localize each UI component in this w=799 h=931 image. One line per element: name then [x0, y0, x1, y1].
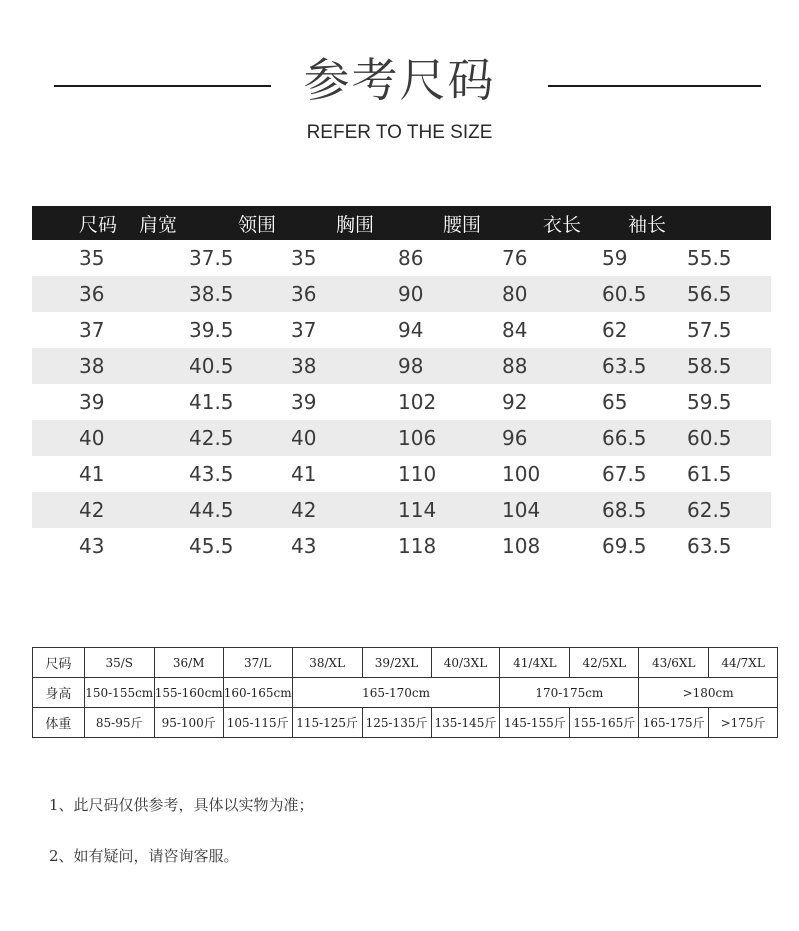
weight-cell: 115-125斤: [292, 708, 362, 738]
cell-sleeve: 59.5: [687, 390, 732, 414]
size-cell: 43/6XL: [639, 648, 709, 678]
cell-shoulder: 44.5: [189, 498, 234, 522]
cell-shoulder: 40.5: [189, 354, 234, 378]
size-cell: 41/4XL: [500, 648, 570, 678]
cell-length: 62: [602, 318, 628, 342]
size-cell: 39/2XL: [362, 648, 431, 678]
cell-waist: 96: [502, 426, 528, 450]
cell-size: 36: [79, 282, 105, 306]
header-size: 尺码: [79, 213, 118, 236]
cell-collar: 37: [291, 318, 317, 342]
cell-length: 59: [602, 246, 628, 270]
size-cell: 40/3XL: [431, 648, 500, 678]
table-row: [32, 492, 771, 528]
cell-sleeve: 56.5: [687, 282, 732, 306]
table-row: [32, 420, 771, 456]
header-chest: 胸围: [336, 213, 375, 236]
cell-sleeve: 58.5: [687, 354, 732, 378]
size-table-header: [32, 206, 771, 240]
cell-waist: 104: [502, 498, 541, 522]
cell-shoulder: 39.5: [189, 318, 234, 342]
weight-cell: 135-145斤: [431, 708, 500, 738]
cell-size: 38: [79, 354, 105, 378]
weight-cell: 165-175斤: [639, 708, 709, 738]
cell-collar: 42: [291, 498, 317, 522]
cell-size: 40: [79, 426, 105, 450]
cell-shoulder: 41.5: [189, 390, 234, 414]
cell-collar: 38: [291, 354, 317, 378]
height-cell: 155-160cm: [154, 678, 223, 708]
cell-sleeve: 63.5: [687, 534, 732, 558]
header-waist: 腰围: [443, 213, 482, 236]
size-row: [33, 648, 778, 678]
size-table: [32, 206, 771, 564]
cell-length: 65: [602, 390, 628, 414]
weight-cell: 145-155斤: [500, 708, 570, 738]
height-cell: 150-155cm: [84, 678, 154, 708]
cell-length: 69.5: [602, 534, 647, 558]
cell-waist: 76: [502, 246, 528, 270]
cell-chest: 86: [398, 246, 424, 270]
cell-size: 37: [79, 318, 105, 342]
cell-size: 42: [79, 498, 105, 522]
weight-cell: 85-95斤: [84, 708, 154, 738]
cell-collar: 41: [291, 462, 317, 486]
cell-collar: 39: [291, 390, 317, 414]
page-subtitle: REFER TO THE SIZE: [306, 122, 493, 143]
cell-chest: 90: [398, 282, 424, 306]
table-row: [32, 528, 771, 564]
cell-chest: 118: [398, 534, 437, 558]
header-sleeve: 袖长: [628, 213, 667, 236]
cell-chest: 98: [398, 354, 424, 378]
note-contact: 2、如有疑问，请咨询客服。: [49, 847, 239, 865]
cell-length: 68.5: [602, 498, 647, 522]
size-cell: 44/7XL: [709, 648, 778, 678]
size-label: 尺码: [33, 648, 85, 678]
height-row: [33, 678, 778, 708]
cell-waist: 108: [502, 534, 541, 558]
cell-size: 41: [79, 462, 105, 486]
cell-sleeve: 60.5: [687, 426, 732, 450]
table-row: [32, 312, 771, 348]
weight-cell: >175斤: [709, 708, 778, 738]
cell-shoulder: 43.5: [189, 462, 234, 486]
weight-cell: 155-165斤: [570, 708, 639, 738]
height-cell: 160-165cm: [223, 678, 292, 708]
cell-chest: 114: [398, 498, 437, 522]
weight-label: 体重: [33, 708, 85, 738]
weight-row: [33, 708, 778, 738]
table-row: [32, 384, 771, 420]
cell-chest: 110: [398, 462, 437, 486]
cell-waist: 88: [502, 354, 528, 378]
size-cell: 42/5XL: [570, 648, 639, 678]
cell-sleeve: 55.5: [687, 246, 732, 270]
weight-cell: 105-115斤: [223, 708, 292, 738]
size-cell: 38/XL: [292, 648, 362, 678]
header-length: 衣长: [543, 213, 582, 236]
cell-waist: 80: [502, 282, 528, 306]
height-label: 身高: [33, 678, 85, 708]
cell-length: 60.5: [602, 282, 647, 306]
header-shoulder: 肩宽: [139, 213, 178, 236]
weight-cell: 95-100斤: [154, 708, 223, 738]
cell-chest: 102: [398, 390, 437, 414]
cell-length: 67.5: [602, 462, 647, 486]
cell-shoulder: 37.5: [189, 246, 234, 270]
cell-sleeve: 62.5: [687, 498, 732, 522]
header-collar: 领围: [238, 213, 277, 236]
page-title: 参考尺码: [303, 53, 496, 107]
cell-collar: 43: [291, 534, 317, 558]
cell-shoulder: 45.5: [189, 534, 234, 558]
height-cell: 170-175cm: [500, 678, 639, 708]
height-cell: >180cm: [639, 678, 778, 708]
cell-size: 43: [79, 534, 105, 558]
size-cell: 36/M: [154, 648, 223, 678]
cell-size: 39: [79, 390, 105, 414]
cell-sleeve: 57.5: [687, 318, 732, 342]
cell-length: 66.5: [602, 426, 647, 450]
table-row: [32, 276, 771, 312]
cell-shoulder: 38.5: [189, 282, 234, 306]
size-cell: 35/S: [84, 648, 154, 678]
note-reference: 1、此尺码仅供参考，具体以实物为准；: [49, 796, 314, 814]
cell-collar: 35: [291, 246, 317, 270]
cell-chest: 106: [398, 426, 437, 450]
cell-waist: 92: [502, 390, 528, 414]
weight-cell: 125-135斤: [362, 708, 431, 738]
cell-size: 35: [79, 246, 105, 270]
table-row: [32, 240, 771, 276]
table-row: [32, 348, 771, 384]
cell-length: 63.5: [602, 354, 647, 378]
cell-waist: 84: [502, 318, 528, 342]
cell-sleeve: 61.5: [687, 462, 732, 486]
size-cell: 37/L: [223, 648, 292, 678]
size-conversion-table: [32, 647, 778, 738]
cell-collar: 40: [291, 426, 317, 450]
cell-waist: 100: [502, 462, 541, 486]
cell-collar: 36: [291, 282, 317, 306]
cell-chest: 94: [398, 318, 424, 342]
height-cell: 165-170cm: [292, 678, 500, 708]
table-row: [32, 456, 771, 492]
cell-shoulder: 42.5: [189, 426, 234, 450]
